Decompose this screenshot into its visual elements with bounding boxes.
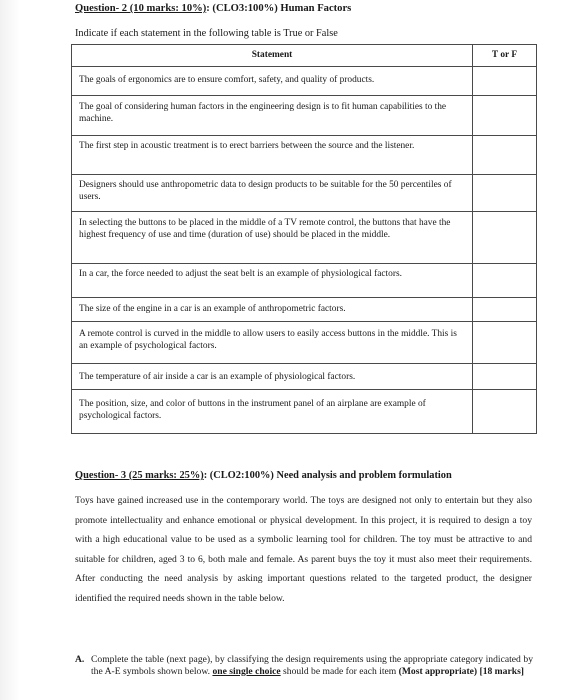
answer-cell[interactable] (473, 67, 537, 96)
statement-cell: A remote control is curved in the middle to allow users to easily access buttons in the middle. This is an example of psychological factors. (72, 322, 473, 364)
table-row (72, 212, 537, 264)
table-row (72, 364, 537, 390)
question-3-clo: : (CLO2:100%) Need analysis and problem formulation (203, 470, 452, 481)
item-a-text-part1: Complete the table (next page), by classifying the design requirements using the appropriate category indicated by the A-E symbols shown below. (91, 654, 533, 677)
table-row (72, 298, 537, 322)
page-edge-shadow (0, 0, 20, 700)
statement-cell: In a car, the force needed to adjust the seat belt is an example of physiological factors. (72, 264, 473, 298)
answer-cell[interactable] (473, 298, 537, 322)
statement-cell: The goals of ergonomics are to ensure comfort, safety, and quality of products. (72, 67, 473, 96)
table-row (72, 322, 537, 364)
true-false-table (71, 44, 537, 434)
item-a-marks: (Most appropriate) [18 marks] (398, 665, 524, 677)
question-2-label: Question- 2 (10 marks: 10%) (75, 3, 207, 14)
table-row (72, 175, 537, 212)
tf-column-header: T or F (473, 45, 537, 67)
answer-cell[interactable] (473, 96, 537, 136)
answer-cell[interactable] (473, 322, 537, 364)
table-row (72, 67, 537, 96)
answer-cell[interactable] (473, 264, 537, 298)
table-row (72, 264, 537, 298)
item-a-marker: A. (75, 654, 85, 665)
statement-cell: The temperature of air inside a car is an example of physiological factors. (72, 364, 473, 390)
item-a-emphasis: one single choice (212, 665, 281, 677)
question-3-heading (75, 470, 452, 481)
answer-cell[interactable] (473, 136, 537, 175)
question-2-instruction: Indicate if each statement in the following table is True or False (75, 28, 338, 39)
answer-cell[interactable] (473, 212, 537, 264)
answer-cell[interactable] (473, 364, 537, 390)
table-row (72, 390, 537, 434)
question-2-clo: : (CLO3:100%) Human Factors (206, 3, 352, 14)
statement-cell: The size of the engine in a car is an example of anthropometric factors. (72, 298, 473, 322)
table-row (72, 96, 537, 136)
question-3-label: Question- 3 (25 marks: 25%) (75, 470, 204, 481)
table-row (72, 136, 537, 175)
answer-cell[interactable] (473, 175, 537, 212)
statement-cell: The goal of considering human factors in the engineering design is to fit human capabilities to the machine. (72, 96, 473, 136)
statement-cell: Designers should use anthropometric data to design products to be suitable for the 50 percentiles of users. (72, 175, 473, 212)
item-a-text-part2: should be made for each item (280, 665, 399, 677)
statement-cell: In selecting the buttons to be placed in the middle of a TV remote control, the buttons that have the highest frequency of use and time (duration of use) should be placed in the middle. (72, 212, 473, 264)
statement-cell: The first step in acoustic treatment is to erect barriers between the source and the listener. (72, 136, 473, 175)
answer-cell[interactable] (473, 390, 537, 434)
statement-cell: The position, size, and color of buttons in the instrument panel of an airplane are example of psychological factors. (72, 390, 473, 434)
question-3-paragraph: Toys have gained increased use in the contemporary world. The toys are designed not only to entertain but they also promote intellectuality and enhance emotional or physical development. In this project, it is required to design a toy with a high educational value to be used as a symbolic learning tool for children. The toy must be attractive to and suitable for children, aged 3 to 6, both male and female. As parent buys the toy it must also meet their requirements. After conducting the need analysis by asking important questions related to the targeted product, the designer identified the required needs shown in the table below. (75, 495, 532, 604)
question-3-item-a (75, 654, 533, 677)
statement-column-header: Statement (72, 45, 473, 67)
item-a-text (91, 654, 533, 677)
table-header-row (72, 45, 537, 67)
question-2-heading (75, 3, 351, 14)
